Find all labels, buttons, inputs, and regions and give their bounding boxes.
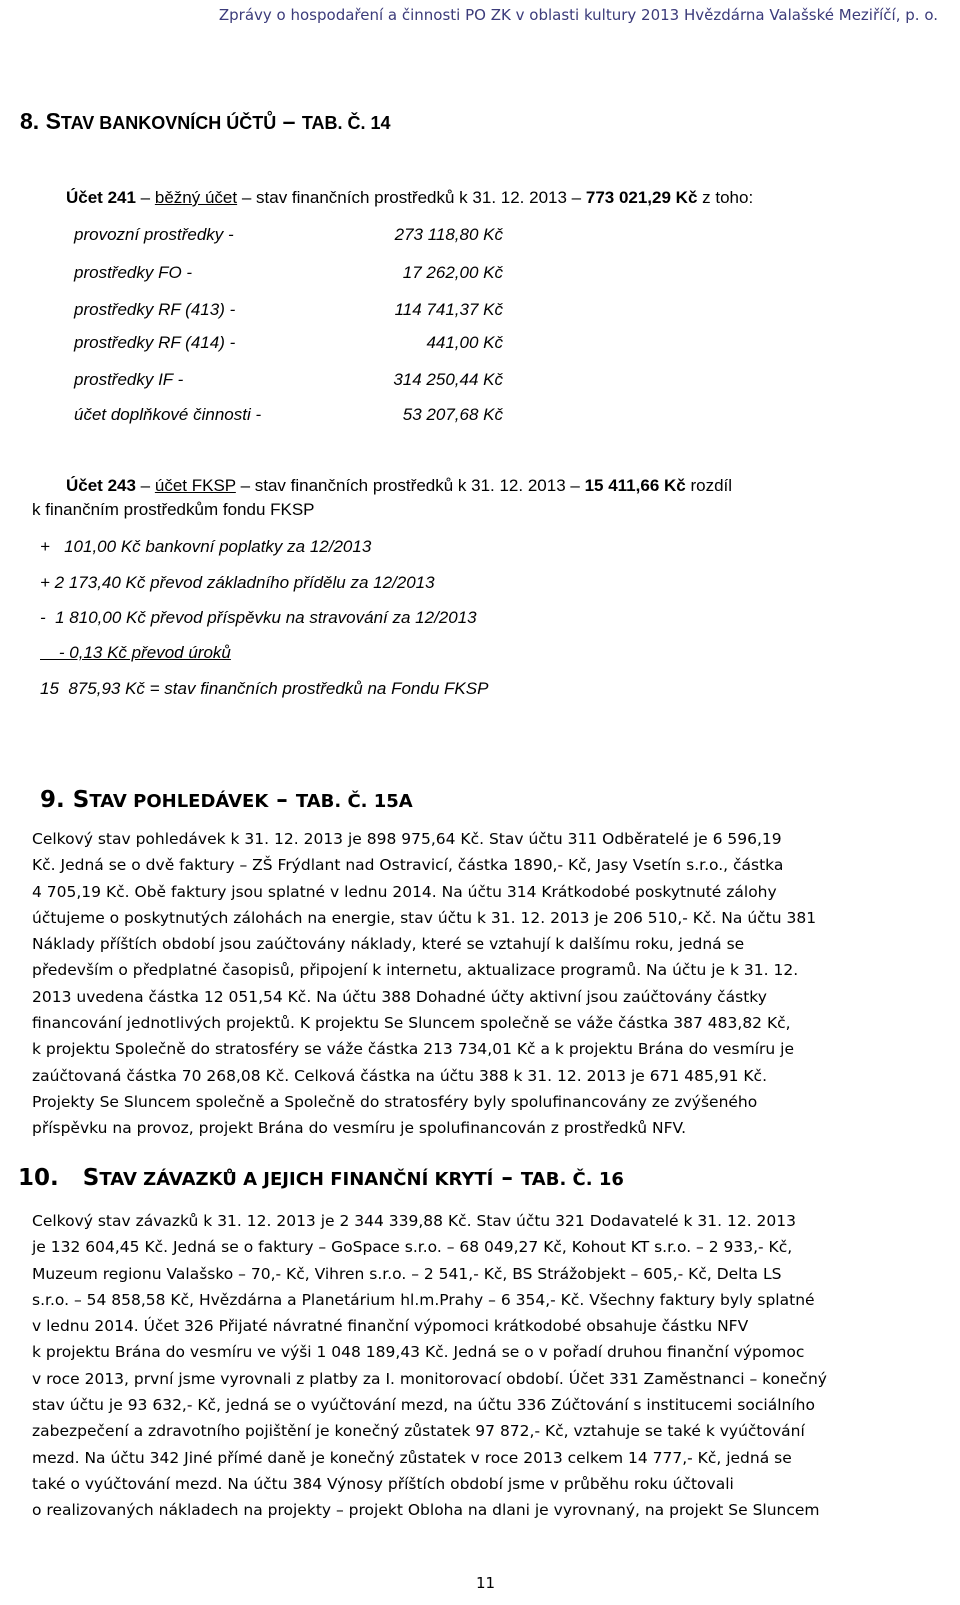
account-241-type: běžný účet <box>154 188 238 207</box>
item-value: 17 262,00 Kč <box>402 263 503 282</box>
running-header: Zprávy o hospodaření a činnosti PO ZK v oblasti kultury 2013 Hvězdárna Valašské Meziříčí, p. o. <box>218 6 938 24</box>
body-line: je 132 604,45 Kč. Jedná se o faktury – GoSpace s.r.o. – 68 049,27 Kč, Kohout KT s.r.o. – 2 933,- Kč, <box>32 1238 793 1257</box>
item-label: prostředky IF - <box>74 370 184 389</box>
account-243-type: účet FKSP <box>154 476 236 495</box>
item-label: prostředky FO - <box>74 263 193 282</box>
account-241-dash: – <box>140 188 151 207</box>
account-243-dash: – <box>140 476 151 495</box>
section-9-body <box>32 826 937 1142</box>
section-10-tab: TAB. Č. 16 <box>520 1169 624 1190</box>
body-line: příspěvku na provoz, projekt Brána do vesmíru je spolufinancován z prostředků NFV. <box>32 1119 687 1138</box>
body-line: účtujeme o poskytnutých zálohách na energie, stav účtu k 31. 12. 2013 je 206 510,- Kč. Na účtu 381 <box>32 908 817 927</box>
account-241-label: Účet 241 <box>66 188 136 207</box>
fksp-line: + 101,00 Kč bankovní poplatky za 12/2013 <box>40 537 372 556</box>
body-line: v lednu 2014. Účet 326 Přijaté návratné finanční výpomoci krátkodobé obsahuje částku NFV <box>32 1317 749 1336</box>
body-line: zabezpečení a zdravotního pojištění je konečný zůstatek 97 872,- Kč, vztahuje se také k vyúčtování <box>32 1422 805 1441</box>
item-label: prostředky RF (413) - <box>74 300 236 319</box>
section-10-number: 10. <box>18 1165 59 1191</box>
section-9-title-rest: TAV POHLEDÁVEK <box>89 791 269 812</box>
account-241-line <box>66 188 753 208</box>
section-9-tab: TAB. Č. 15A <box>295 791 413 812</box>
body-line: Projekty Se Sluncem společně a Společně do stratosféry byly spolufinancovány ze zvýšeného <box>32 1092 758 1111</box>
body-line: k projektu Brána do vesmíru ve výši 1 048 189,43 Kč. Jedná se o v pořadí druhou finanční výpomoc <box>32 1343 805 1362</box>
account-243-rest: – stav finančních prostředků k 31. 12. 2013 – <box>240 476 580 495</box>
item-value: 114 741,37 Kč <box>394 300 503 319</box>
item-value: 441,00 Kč <box>426 333 503 352</box>
item-label: účet doplňkové činnosti - <box>74 405 262 424</box>
body-line: s.r.o. – 54 858,58 Kč, Hvězdárna a Planetárium hl.m.Prahy – 6 354,- Kč. Všechny faktury byly splatné <box>32 1290 815 1309</box>
body-line: zaúčtovaná částka 70 268,08 Kč. Celková částka na účtu 388 k 31. 12. 2013 je 671 485,91 Kč. <box>32 1066 768 1085</box>
body-line: stav účtu je 93 632,- Kč, jedná se o vyúčtování mezd, na účtu 336 Zúčtování s institucemi sociálního <box>32 1396 815 1415</box>
section-9-title-first: S <box>72 787 90 813</box>
account-243-total: 15 411,66 Kč <box>584 476 686 495</box>
item-value: 53 207,68 Kč <box>402 405 503 424</box>
body-line: v roce 2013, první jsme vyrovnali z platby za I. monitorovací období. Účet 331 Zaměstnanci – konečný <box>32 1369 827 1388</box>
body-line: 2013 uvedena částka 12 051,54 Kč. Na účtu 388 Dohadné účty aktivní jsou zaúčtovány částky <box>32 987 767 1006</box>
account-243-line2: k finančním prostředkům fondu FKSP <box>32 500 315 519</box>
section-10-title-first: S <box>82 1165 100 1191</box>
body-line: Náklady příštích období jsou zaúčtovány náklady, které se vztahují k dalšímu roku, jedná se <box>32 935 745 954</box>
body-line: především o předplatné časopisů, připojení k internetu, aktualizace programů. Na účtu je k 31. 12. <box>32 961 799 980</box>
account-241-tail: z toho: <box>702 188 754 207</box>
body-line: mezd. Na účtu 342 Jiné přímé daně je konečný zůstatek v roce 2013 celkem 14 777,- Kč, jedná se <box>32 1448 792 1467</box>
item-value: 314 250,44 Kč <box>393 370 503 389</box>
fksp-line: + 2 173,40 Kč převod základního přídělu za 12/2013 <box>40 573 435 592</box>
item-label: provozní prostředky - <box>74 225 234 244</box>
account-241-rest: – stav finančních prostředků k 31. 12. 2013 – <box>241 188 582 207</box>
body-line: Celkový stav závazků k 31. 12. 2013 je 2 344 339,88 Kč. Stav účtu 321 Dodavatelé k 31. 12. 2013 <box>32 1212 797 1230</box>
body-line: Celkový stav pohledávek k 31. 12. 2013 je 898 975,64 Kč. Stav účtu 311 Odběratelé je 6 596,19 <box>32 830 782 848</box>
body-line: také o vyúčtování mezd. Na účtu 384 Výnosy příštích období jsme v průběhu roku účtovali <box>32 1474 734 1493</box>
section-10-body <box>32 1208 937 1524</box>
item-value: 273 118,80 Kč <box>394 225 503 244</box>
section-8-heading <box>20 108 391 135</box>
body-line: o realizovaných nákladech na projekty – projekt Obloha na dlani je vyrovnaný, na projekt Se Sluncem <box>32 1501 820 1520</box>
section-8-number: 8. <box>20 108 40 134</box>
fksp-line: - 0,13 Kč převod úroků <box>40 643 231 662</box>
body-line: Muzeum regionu Valašsko – 70,- Kč, Vihren s.r.o. – 2 541,- Kč, BS Strážobjekt – 605,- Kč, Delta LS <box>32 1264 782 1283</box>
section-10-heading: 10. STAV ZÁVAZKŮ A JEJICH FINANČNÍ KRYTÍ – TAB. Č. 16 <box>18 1165 624 1191</box>
section-9-number: 9. <box>40 787 65 813</box>
section-10-title-rest: TAV ZÁVAZKŮ A JEJICH FINANČNÍ KRYTÍ <box>99 1169 494 1190</box>
fksp-line: - 1 810,00 Kč převod příspěvku na stravování za 12/2013 <box>40 608 477 627</box>
account-241-total: 773 021,29 Kč <box>585 188 698 207</box>
section-9-heading: 9. STAV POHLEDÁVEK – TAB. Č. 15A <box>40 787 413 813</box>
account-243-line <box>66 476 732 496</box>
section-8-dash: – <box>282 108 296 134</box>
body-line: financování jednotlivých projektů. K projektu Se Sluncem společně se váže částka 387 483,82 Kč, <box>32 1014 791 1033</box>
section-8-title-rest: TAV BANKOVNÍCH ÚČTŮ <box>60 113 277 133</box>
body-line: Kč. Jedná se o dvě faktury – ZŠ Frýdlant nad Ostravicí, částka 1890,- Kč, Jasy Vsetín s.r.o., částka <box>32 856 784 875</box>
body-line: 4 705,19 Kč. Obě faktury jsou splatné v lednu 2014. Na účtu 314 Krátkodobé poskytnuté zálohy <box>32 882 777 901</box>
account-243-label: Účet 243 <box>66 476 136 495</box>
page-number: 11 <box>476 1574 496 1592</box>
section-8-tab: TAB. Č. 14 <box>301 113 391 133</box>
account-243-tail: rozdíl <box>690 476 733 495</box>
fksp-line: 15 875,93 Kč = stav finančních prostředků na Fondu FKSP <box>40 679 489 698</box>
body-line: k projektu Společně do stratosféry se váže částka 213 734,01 Kč a k projektu Brána do vesmíru je <box>32 1040 794 1059</box>
section-8-title-first: S <box>45 108 61 134</box>
item-label: prostředky RF (414) - <box>74 333 236 352</box>
